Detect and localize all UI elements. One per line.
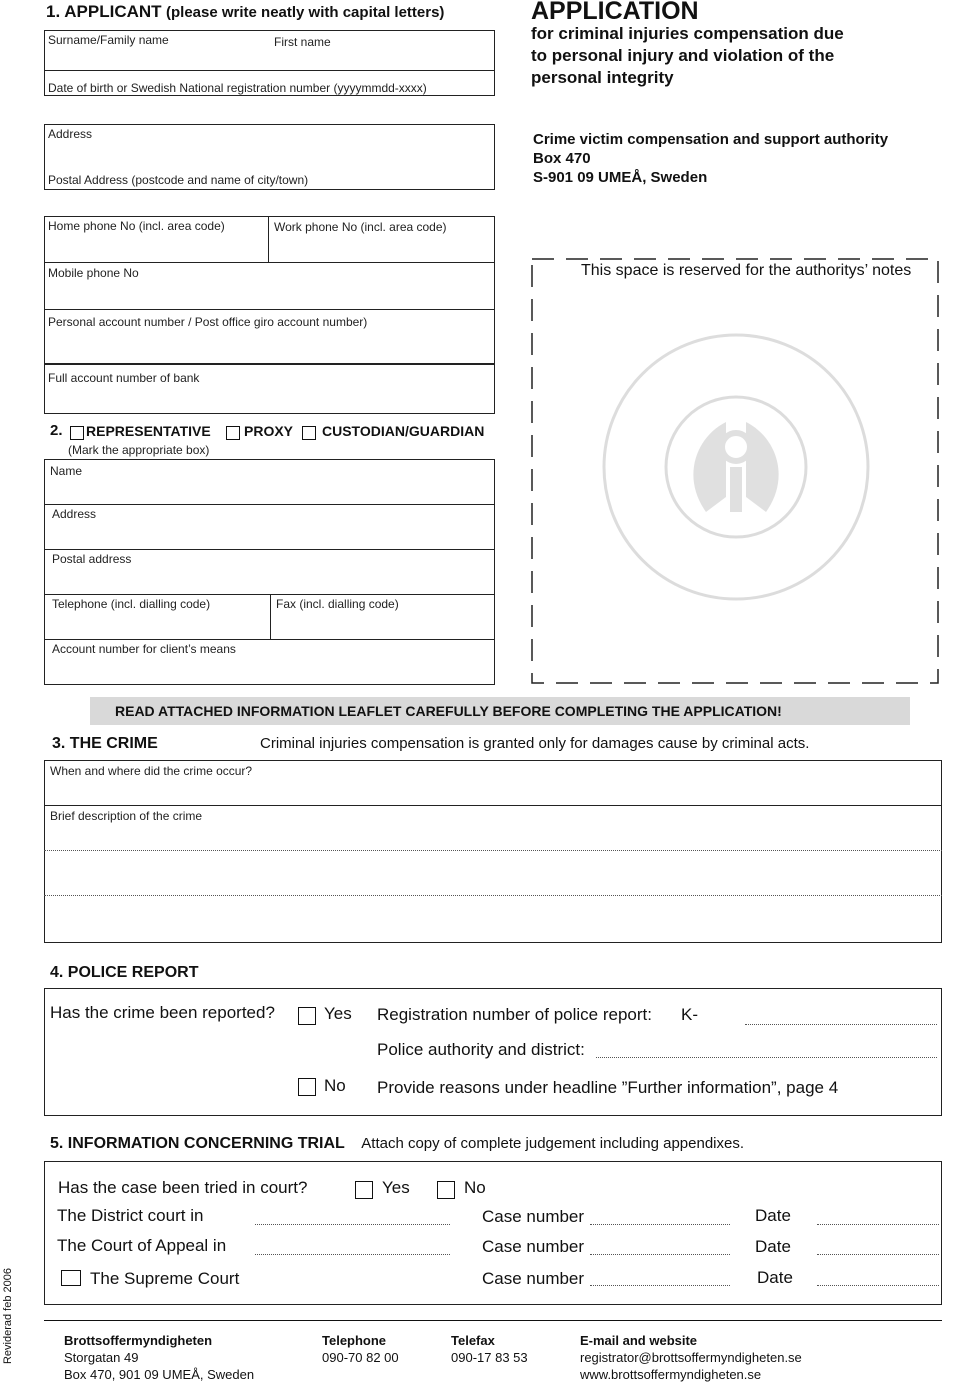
title-line1: for criminal injuries compensation due	[531, 24, 844, 43]
section2-hint: (Mark the appropriate box)	[68, 443, 210, 457]
reported-yes-label: Yes	[324, 1004, 352, 1023]
custodian-label: CUSTODIAN/GUARDIAN	[322, 423, 485, 439]
footer-web-head: E-mail and website	[580, 1333, 698, 1348]
footer-tel-value: 090-70 82 00	[322, 1350, 399, 1365]
personal-account-label: Personal account number / Post office giro account number)	[48, 315, 368, 329]
bank-account-label: Full account number of bank	[48, 371, 200, 385]
footer-email[interactable]: registrator@brottsoffermyndigheten.se	[580, 1350, 802, 1365]
police-authority-label: Police authority and district:	[377, 1040, 585, 1059]
divider	[44, 639, 495, 640]
district-court-label: The District court in	[57, 1206, 204, 1225]
section5-note: Attach copy of complete judgement including appendixes.	[361, 1135, 745, 1152]
section2-number: 2.	[50, 422, 63, 439]
footer-website[interactable]: www.brottsoffermyndigheten.se	[580, 1367, 762, 1382]
divider	[44, 70, 495, 71]
mobile-phone-label: Mobile phone No	[48, 266, 139, 280]
tried-question: Has the case been tried in court?	[58, 1178, 308, 1197]
representative-checkbox[interactable]	[70, 426, 84, 440]
supreme-case-label: Case number	[482, 1269, 585, 1288]
rep-name-label: Name	[50, 464, 83, 478]
tried-yes-checkbox[interactable]	[355, 1181, 373, 1199]
footer-fax-head: Telefax	[451, 1333, 495, 1348]
representative-label: REPRESENTATIVE	[86, 423, 211, 439]
appeal-case-field[interactable]	[590, 1254, 730, 1255]
footer-org-box: Box 470, 901 09 UMEÅ, Sweden	[64, 1367, 255, 1382]
district-case-field[interactable]	[590, 1224, 730, 1225]
proxy-label: PROXY	[244, 423, 294, 439]
reasons-text: Provide reasons under headline ”Further information”, page 4	[377, 1078, 839, 1097]
dotted-line	[44, 850, 942, 851]
divider	[44, 805, 942, 806]
proxy-checkbox[interactable]	[226, 426, 240, 440]
divider	[44, 262, 495, 263]
footer-tel-head: Telephone	[322, 1333, 387, 1348]
section1-title: 1. APPLICANT	[46, 2, 162, 21]
divider	[44, 309, 495, 310]
rep-telephone-label: Telephone (incl. dialling code)	[52, 597, 211, 611]
reported-no-checkbox[interactable]	[298, 1078, 316, 1096]
footer-divider	[44, 1320, 942, 1321]
first-name-label: First name	[274, 35, 331, 49]
crime-description-label: Brief description of the crime	[50, 809, 203, 823]
notice-text: READ ATTACHED INFORMATION LEAFLET CAREFULLY BEFORE COMPLETING THE APPLICATION!	[115, 703, 782, 719]
rep-fax-label: Fax (incl. dialling code)	[276, 597, 399, 611]
appeal-case-label: Case number	[482, 1237, 585, 1256]
tried-no-label: No	[464, 1178, 486, 1197]
divider	[268, 216, 269, 262]
registration-label: Registration number of police report:	[377, 1005, 652, 1024]
dob-label: Date of birth or Swedish National registration number (yyyymmdd-xxxx)	[48, 81, 427, 95]
registration-prefix: K-	[681, 1005, 698, 1024]
title-line2: to personal injury and violation of the	[531, 46, 835, 65]
section5-title: 5. INFORMATION CONCERNING TRIAL	[50, 1135, 345, 1152]
tried-yes-label: Yes	[382, 1178, 410, 1197]
authority-name: Crime victim compensation and support authority	[533, 131, 889, 148]
rep-address-label: Address	[52, 507, 97, 521]
address-label: Address	[48, 127, 93, 141]
revision-note: Reviderad feb 2006	[2, 1268, 14, 1365]
client-account-label: Account number for client’s means	[52, 642, 236, 656]
reported-no-label: No	[324, 1076, 346, 1095]
authority-box: Box 470	[533, 150, 591, 167]
title-line3: personal integrity	[531, 68, 674, 87]
authority-city: S-901 09 UMEÅ, Sweden	[533, 169, 708, 186]
section3-heading: 3. THE CRIME	[52, 735, 158, 752]
postal-address-label: Postal Address (postcode and name of city/town)	[48, 173, 309, 187]
reported-question: Has the crime been reported?	[50, 1003, 275, 1022]
appeal-court-field[interactable]	[255, 1254, 450, 1255]
supreme-case-field[interactable]	[590, 1285, 730, 1286]
section1-heading	[46, 2, 444, 22]
footer-org-name: Brottsoffermyndigheten	[64, 1333, 213, 1348]
supreme-date-label: Date	[757, 1268, 793, 1287]
divider	[44, 504, 495, 505]
registration-field[interactable]	[745, 1024, 937, 1025]
supreme-date-field[interactable]	[817, 1285, 939, 1286]
section5-heading	[50, 1135, 744, 1153]
district-date-label: Date	[755, 1206, 791, 1225]
rep-postal-label: Postal address	[52, 552, 132, 566]
section3-note: Criminal injuries compensation is granted only for damages cause by criminal acts.	[260, 735, 810, 752]
divider	[44, 549, 495, 550]
surname-label: Surname/Family name	[48, 33, 169, 47]
dotted-line	[44, 895, 942, 896]
appeal-date-label: Date	[755, 1237, 791, 1256]
appeal-court-label: The Court of Appeal in	[57, 1236, 227, 1255]
tried-no-checkbox[interactable]	[437, 1181, 455, 1199]
work-phone-label: Work phone No (incl. area code)	[274, 220, 447, 234]
reserved-area	[528, 255, 944, 687]
district-case-label: Case number	[482, 1207, 585, 1226]
supreme-court-label: The Supreme Court	[90, 1269, 240, 1288]
when-where-label: When and where did the crime occur?	[50, 764, 253, 778]
district-court-field[interactable]	[255, 1224, 450, 1225]
home-phone-label: Home phone No (incl. area code)	[48, 219, 225, 233]
section4-heading: 4. POLICE REPORT	[50, 964, 199, 981]
district-date-field[interactable]	[817, 1224, 939, 1225]
footer-org-street: Storgatan 49	[64, 1350, 139, 1365]
appeal-date-field[interactable]	[817, 1254, 939, 1255]
footer-fax-value: 090-17 83 53	[451, 1350, 528, 1365]
crime-box[interactable]	[44, 760, 942, 943]
reported-yes-checkbox[interactable]	[298, 1007, 316, 1025]
application-title: APPLICATION	[531, 0, 699, 25]
authority-stamp-logo	[604, 335, 868, 599]
supreme-court-checkbox[interactable]	[61, 1270, 81, 1286]
police-authority-field[interactable]	[596, 1057, 937, 1058]
section1-note: (please write neatly with capital letters)	[166, 4, 445, 21]
phone-box[interactable]	[44, 216, 495, 364]
custodian-checkbox[interactable]	[302, 426, 316, 440]
divider	[270, 594, 271, 639]
reserved-note: This space is reserved for the authoritys’ notes	[581, 262, 912, 279]
